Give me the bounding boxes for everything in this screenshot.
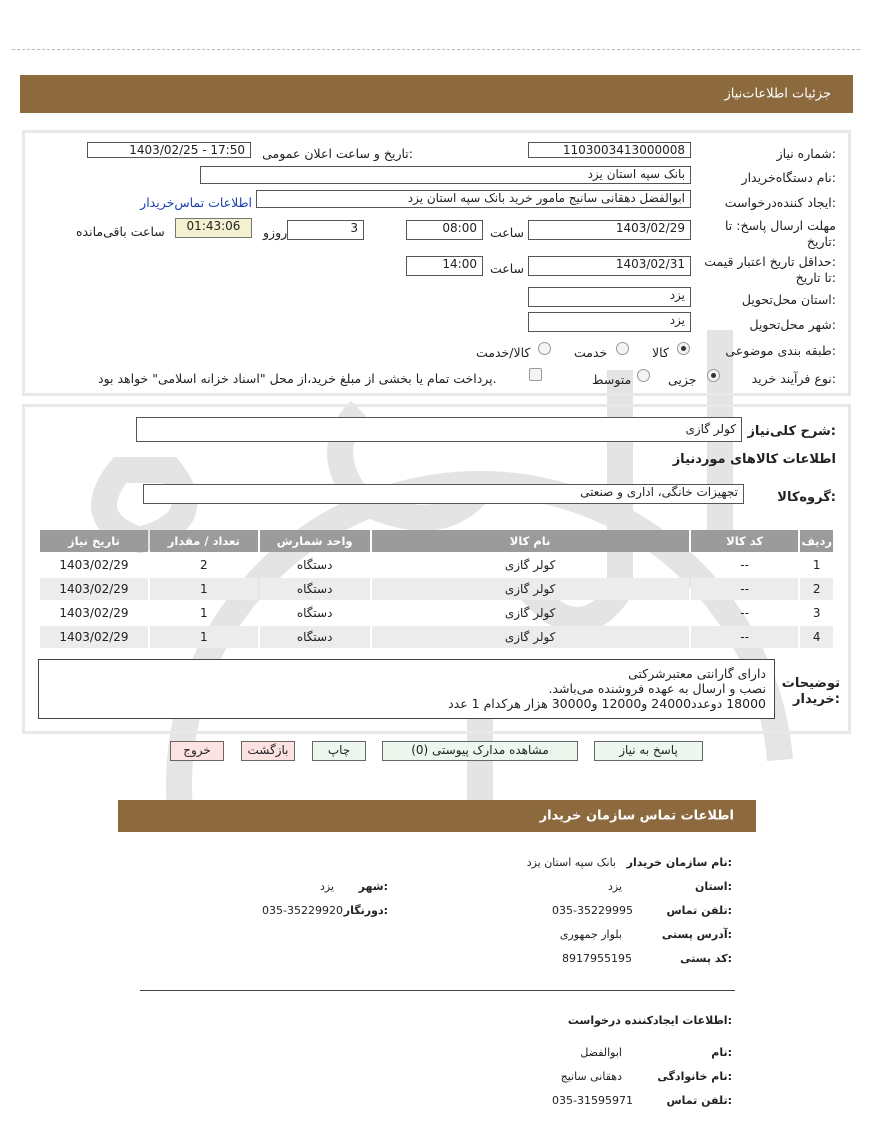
deadline-time-label: ساعت (490, 225, 525, 240)
contact-address-label: آدرس پستی: (661, 928, 732, 941)
category-radio-service[interactable] (616, 342, 629, 355)
deadline-date-field: 1403/02/29 (528, 220, 691, 240)
cell-row-number: 3 (812, 606, 821, 620)
cell-code: -- (740, 606, 749, 620)
cell-quantity: 1 (150, 578, 258, 600)
creator-phone-value: 035-31595971 (552, 1094, 633, 1107)
summary-label: شرح کلی‌نیاز: (747, 424, 836, 439)
contact-phone-value: 035-35229995 (552, 904, 633, 917)
buyer-notes-label-2: خریدار: (793, 692, 840, 707)
col-header-row-number: ردیف (800, 530, 833, 552)
cell-unit: دستگاه (260, 626, 370, 648)
table-header-row (40, 530, 833, 552)
cell-code: -- (691, 578, 799, 600)
table-row (40, 554, 833, 576)
col-header-quantity: تعداد / مقدار (150, 530, 258, 552)
summary-field: کولر گازی (136, 417, 742, 442)
goods-group-field: تجهیزات خانگی، اداری و صنعتی (143, 484, 744, 504)
purchase-type-label: نوع فرآیند خرید: (751, 371, 836, 386)
exit-button[interactable]: خروج (170, 741, 224, 761)
contact-org-label: نام سازمان خریدار: (626, 856, 732, 869)
buyer-org-field: بانک سپه استان یزد (200, 166, 691, 184)
treasury-payment-note: پرداخت تمام یا بخشی از مبلغ خرید،از محل "اسناد خزانه اسلامی" خواهد بود. (98, 371, 497, 386)
contact-title: اطلاعات تماس سازمان خریدار (539, 808, 734, 824)
page-header (20, 75, 853, 113)
buyer-note-line: دارای گارانتی معتبرشرکتی (628, 666, 766, 681)
contact-header (118, 800, 756, 832)
creator-name-label: نام: (711, 1046, 732, 1059)
contact-fax-value: 035-35229920 (262, 904, 343, 917)
price-validity-label-2: تا تاریخ: (795, 270, 836, 285)
category-label: طبقه بندی موضوعی: (725, 343, 836, 358)
cell-name: کولر گازی (504, 606, 556, 620)
contact-fax-label: دورنگار: (343, 904, 388, 917)
print-button[interactable]: چاپ (312, 741, 366, 761)
table-row (40, 626, 833, 648)
buyer-notes-box (38, 659, 775, 719)
price-validity-time-field: 14:00 (406, 256, 483, 276)
creator-family-label: نام خانوادگی: (657, 1070, 732, 1083)
announce-label: تاریخ و ساعت اعلان عمومی: (262, 146, 413, 161)
col-header-name: نام کالا (372, 530, 689, 552)
creator-field: ابوالفضل دهقانی سانیج مامور خرید بانک سپه استان یزد (256, 190, 691, 208)
cell-name: کولر گازی (372, 578, 689, 600)
purchase-option-minor: جزیی (668, 372, 697, 387)
price-validity-label: حداقل تاریخ اعتبار قیمت: (704, 254, 836, 269)
province-label: استان محل‌تحویل: (741, 292, 836, 307)
creator-phone-label: تلفن تماس: (666, 1094, 732, 1107)
city-field: یزد (528, 312, 691, 332)
announce-field: 1403/02/25 - 17:50 (87, 142, 251, 158)
purchase-radio-medium[interactable] (637, 369, 650, 382)
contact-province-label: استان: (694, 880, 732, 893)
category-option-both: کالا/خدمت (476, 345, 531, 360)
back-button[interactable]: بازگشت (241, 741, 295, 761)
cell-date: 1403/02/29 (40, 626, 148, 648)
contact-province-value: یزد (607, 880, 622, 893)
creator-name-value: ابوالفضل (580, 1046, 622, 1059)
col-header-date: تاریخ نیاز (40, 530, 148, 552)
top-divider (12, 49, 860, 50)
cell-row-number: 2 (800, 578, 833, 600)
contact-postal-label: کد پستی: (680, 952, 732, 965)
contact-postal-value: 8917955195 (562, 952, 632, 965)
cell-code: -- (691, 626, 799, 648)
cell-quantity: 1 (150, 626, 258, 648)
goods-info-title: اطلاعات کالاهای موردنیاز (672, 452, 836, 467)
cell-unit: دستگاه (296, 558, 333, 572)
deadline-label-2: تاریخ: (806, 234, 836, 249)
col-header-code: کد کالا (691, 530, 799, 552)
creator-family-value: دهقانی سانیج (560, 1070, 622, 1083)
buyer-contact-link[interactable]: اطلاعات تماس‌خریدار (140, 195, 252, 210)
purchase-radio-minor[interactable] (707, 369, 720, 382)
cell-unit: دستگاه (296, 606, 333, 620)
creator-label: ایجاد کننده‌درخواست: (724, 195, 836, 210)
remaining-timer: 01:43:06 (175, 218, 252, 238)
cell-date: 1403/02/29 (40, 578, 148, 600)
table-row (40, 602, 833, 624)
buyer-note-line: 18000 دوعدد24000 و12000 و30000 هزار هرکدام 1 عدد (448, 696, 766, 711)
col-header-unit: واحد شمارش (260, 530, 370, 552)
cell-unit: دستگاه (260, 578, 370, 600)
province-field: یزد (528, 287, 691, 307)
price-validity-time-label: ساعت (490, 261, 525, 276)
creator-info-title: اطلاعات ایجادکننده درخواست: (567, 1014, 732, 1027)
contact-address-value: بلوار جمهوری (559, 928, 622, 941)
cell-quantity: 1 (200, 606, 208, 620)
buyer-notes-label: توضیحات (781, 676, 840, 691)
cell-code: -- (740, 558, 749, 572)
price-validity-date-field: 1403/02/31 (528, 256, 691, 276)
deadline-time-field: 08:00 (406, 220, 483, 240)
purchase-option-medium: متوسط (592, 372, 632, 387)
category-option-goods: کالا (652, 345, 669, 360)
cell-date: 1403/02/29 (59, 558, 129, 572)
cell-row-number: 4 (800, 626, 833, 648)
reply-button[interactable]: پاسخ به نیاز (594, 741, 703, 761)
cell-name: کولر گازی (504, 558, 556, 572)
table-row (40, 578, 833, 600)
page-title: جزئیات اطلاعات‌نیاز (724, 86, 831, 102)
attachments-button[interactable]: مشاهده مدارک پیوستی (0) (382, 741, 578, 761)
deadline-label: مهلت ارسال پاسخ: تا (725, 218, 836, 233)
cell-row-number: 1 (812, 558, 821, 572)
need-number-label: شماره نیاز: (776, 146, 836, 161)
treasury-payment-checkbox[interactable] (529, 368, 542, 381)
remaining-label: ساعت باقی‌مانده (76, 224, 165, 239)
contact-city-label: شهر: (358, 880, 388, 893)
buyer-note-line: نصب و ارسال به عهده فروشنده می‌باشد. (548, 681, 766, 696)
cell-quantity: 2 (200, 558, 208, 572)
buyer-org-label: نام دستگاه‌خریدار: (741, 170, 836, 185)
goods-group-label: گروه‌کالا: (777, 490, 836, 505)
category-radio-goods[interactable] (677, 342, 690, 355)
cell-date: 1403/02/29 (59, 606, 129, 620)
city-label: شهر محل‌تحویل: (749, 317, 836, 332)
contact-city-value: یزد (319, 880, 334, 893)
contact-org-value: بانک سپه استان یزد (526, 856, 616, 869)
contact-phone-label: تلفن تماس: (666, 904, 732, 917)
goods-table (38, 528, 835, 650)
need-number-field: 1103003413000008 (528, 142, 691, 158)
category-option-service: خدمت (574, 345, 608, 360)
category-radio-both[interactable] (538, 342, 551, 355)
cell-name: کولر گازی (372, 626, 689, 648)
days-label: روزو (263, 225, 288, 240)
contact-divider (140, 990, 735, 991)
days-field: 3 (287, 220, 364, 240)
